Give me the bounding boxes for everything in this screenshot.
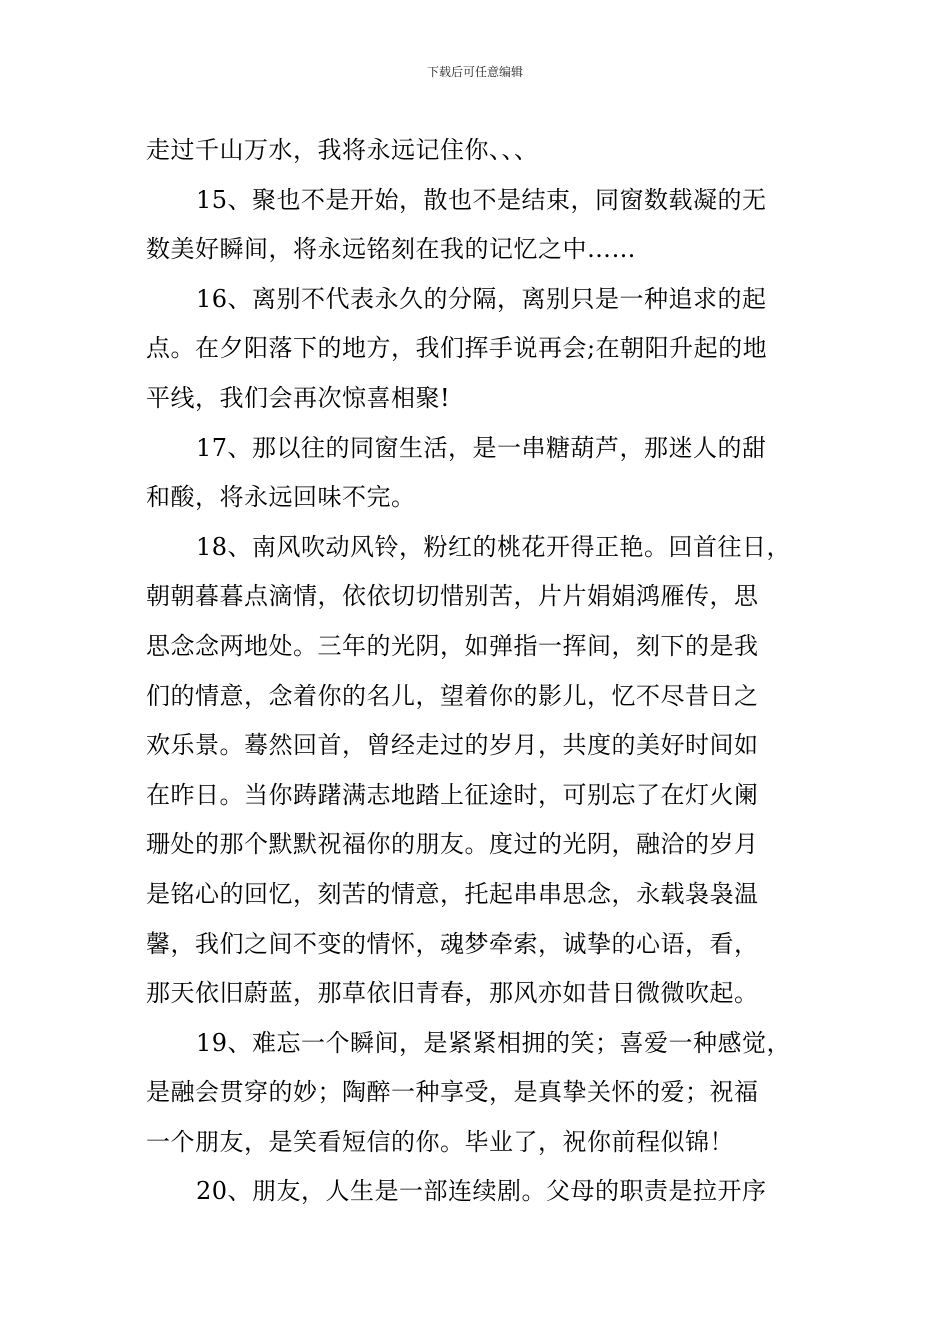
page-header: 下载后可任意编辑 xyxy=(426,65,523,79)
paragraph-17-line: 17、那以往的同窗生活，是一串糖葫芦，那迷人的甜 xyxy=(196,433,767,462)
text-line: 思念念两地处。三年的光阴，如弹指一挥间，刻下的是我 xyxy=(146,631,759,660)
text-line: 朝朝暮暮点滴情，依依切切惜别苦，片片娟娟鸿雁传，思 xyxy=(146,582,759,611)
text-line: 平线，我们会再次惊喜相聚! xyxy=(146,383,451,412)
text-line: 是融会贯穿的妙；陶醉一种享受，是真挚关怀的爱；祝福 xyxy=(146,1078,759,1107)
paragraph-18-line: 18、南风吹动风铃，粉红的桃花开得正艳。回首往日， xyxy=(196,532,792,561)
text-line: 们的情意，念着你的名儿，望着你的影儿，忆不尽昔日之 xyxy=(146,681,759,710)
paragraph-16-line: 16、离别不代表永久的分隔，离别只是一种追求的起 xyxy=(196,284,767,313)
text-line: 那天依旧蔚蓝，那草依旧青春，那风亦如昔日微微吹起。 xyxy=(146,979,759,1008)
paragraph-15-line: 15、聚也不是开始，散也不是结束，同窗数载凝的无 xyxy=(196,185,767,214)
text-line: 欢乐景。蓦然回首，曾经走过的岁月，共度的美好时间如 xyxy=(146,731,759,760)
text-line: 珊处的那个默默祝福你的朋友。度过的光阴，融洽的岁月 xyxy=(146,830,759,859)
document-body xyxy=(146,126,836,1217)
text-line: 是铭心的回忆，刻苦的情意，托起串串思念，永载袅袅温 xyxy=(146,879,759,908)
paragraph-20-line: 20、朋友，人生是一部连续剧。父母的职责是拉开序 xyxy=(196,1177,767,1206)
text-line: 走过千山万水，我将永远记住你、、、 xyxy=(146,136,539,164)
text-line: 馨，我们之间不变的情怀，魂梦牵索，诚挚的心语，看， xyxy=(146,929,759,958)
paragraph-19-line: 19、难忘一个瞬间，是紧紧相拥的笑；喜爱一种感觉， xyxy=(196,1028,792,1057)
text-line: 一个朋友，是笑看短信的你。毕业了，祝你前程似锦！ xyxy=(146,1127,734,1156)
text-line: 和酸，将永远回味不完。 xyxy=(146,483,416,512)
text-line: 在昨日。当你踌躇满志地踏上征途时，可别忘了在灯火阑 xyxy=(146,780,759,809)
text-line: 点。在夕阳落下的地方，我们挥手说再会;在朝阳升起的地 xyxy=(146,334,768,363)
text-line: 数美好瞬间，将永远铭刻在我的记忆之中…… xyxy=(146,235,636,264)
